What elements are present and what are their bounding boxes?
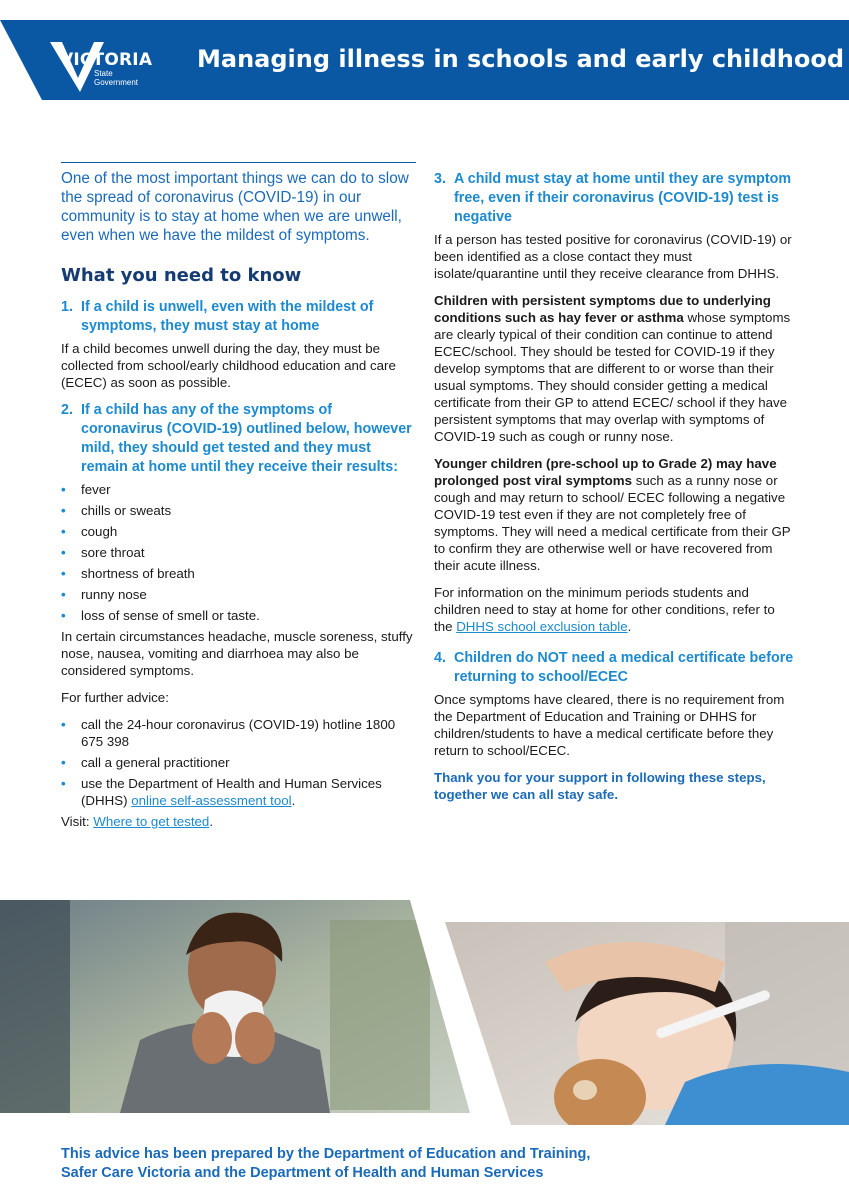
thank-you-note: Thank you for your support in following these steps, together we can all stay safe. (434, 770, 766, 802)
self-assessment-link[interactable]: online self-assessment tool (131, 793, 292, 808)
intro-paragraph: One of the most important things we can do to slow the spread of coronavirus (COVID-19) in our community is to stay at home when we are unwell, even when we have the mildest of symptoms. (61, 170, 409, 244)
logo-wordmark: VICTORIA (60, 50, 153, 70)
intro-divider (61, 162, 416, 163)
photo-child-thermometer (425, 922, 849, 1125)
step-2-body: In certain circumstances headache, muscle soreness, stuffy nose, nausea, vomiting and diarrhoea may also be considered symptoms. (61, 629, 413, 678)
footer-credit: This advice has been prepared by the Department of Education and Training, Safer Care Victoria and the Department of Health and Human Services (61, 1146, 591, 1181)
victoria-government-logo (48, 32, 158, 92)
left-column (61, 162, 416, 840)
step-2-heading: 2. If a child has any of the symptoms of coronavirus (COVID-19) outlined below, however mild, they should get tested and they must remain at home until they receive their results: (61, 402, 412, 475)
symptom-item: • shortness of breath (61, 565, 416, 582)
symptom-item: • chills or sweats (61, 502, 416, 519)
right-column (434, 170, 794, 813)
header-banner (0, 20, 849, 100)
symptom-item: • loss of sense of smell or taste. (61, 607, 416, 624)
advice-list (61, 716, 416, 809)
step-3-body-1: If a person has tested positive for coronavirus (COVID-19) or been identified as a close contact they must isolate/quarantine until they receive clearance from DHHS. (434, 232, 792, 281)
step-3-body-4: For information on the minimum periods students and children need to stay at home for other conditions, refer to the DHHS school exclusion table. (434, 585, 775, 634)
advice-gp: • call a general practitioner (61, 754, 416, 771)
exclusion-table-link[interactable]: DHHS school exclusion table (456, 619, 628, 634)
document-title: Managing illness in schools and early childhood (197, 45, 845, 73)
symptom-item: • sore throat (61, 544, 416, 561)
step-1-body: If a child becomes unwell during the day, they must be collected from school/early childhood education and care (ECEC) as soon as possible. (61, 341, 396, 390)
step-1-heading: 1. If a child is unwell, even with the mildest of symptoms, they must stay at home (61, 299, 374, 334)
photo-teen-sneezing (0, 900, 470, 1113)
visit-line: Visit: Where to get tested. (61, 814, 214, 829)
advice-self-assessment: • use the Department of Health and Human Services (DHHS) online self-assessment tool. (61, 775, 416, 809)
advice-hotline: • call the 24-hour coronavirus (COVID-19) hotline 1800 675 398 (61, 716, 416, 750)
advice-intro: For further advice: (61, 690, 169, 705)
step-4-body: Once symptoms have cleared, there is no requirement from the Department of Education and Training or DHHS for children/students to have a medical certificate before they return to school/ECEC. (434, 692, 785, 758)
symptom-item: • fever (61, 481, 416, 498)
step-3-body-2: Children with persistent symptoms due to underlying conditions such as hay fever or asthma whose symptoms are clearly typical of their condition can continue to attend ECEC/school. They should be tested for COVID-19 if they develop symptoms that are different to or worse than their usual symptoms. They should consider getting a medical certificate from their GP to attend ECEC/ school if they have persistent symptoms that may overlap with symptoms of COVID-19 such as cough or runny nose. (434, 293, 791, 444)
where-to-get-tested-link[interactable]: Where to get tested (93, 814, 210, 829)
symptom-list (61, 481, 416, 624)
step-3-body-3: Younger children (pre-school up to Grade 2) may have prolonged post viral symptoms such as a runny nose or cough and may return to school/ ECEC following a negative COVID-19 test even if they are not completely free of symptoms. They will need a medical certificate from their GP to confirm they are otherwise well or have recovered from their acute illness. (434, 456, 791, 573)
symptom-item: • cough (61, 523, 416, 540)
logo-subtitle: State Government (94, 69, 139, 87)
symptom-item: • runny nose (61, 586, 416, 603)
section-title: What you need to know (61, 265, 302, 286)
step-4-heading: 4. Children do NOT need a medical certificate before returning to school/ECEC (434, 650, 794, 685)
step-3-heading: 3. A child must stay at home until they are symptom free, even if their coronavirus (COVID-19) test is negative (434, 171, 792, 225)
